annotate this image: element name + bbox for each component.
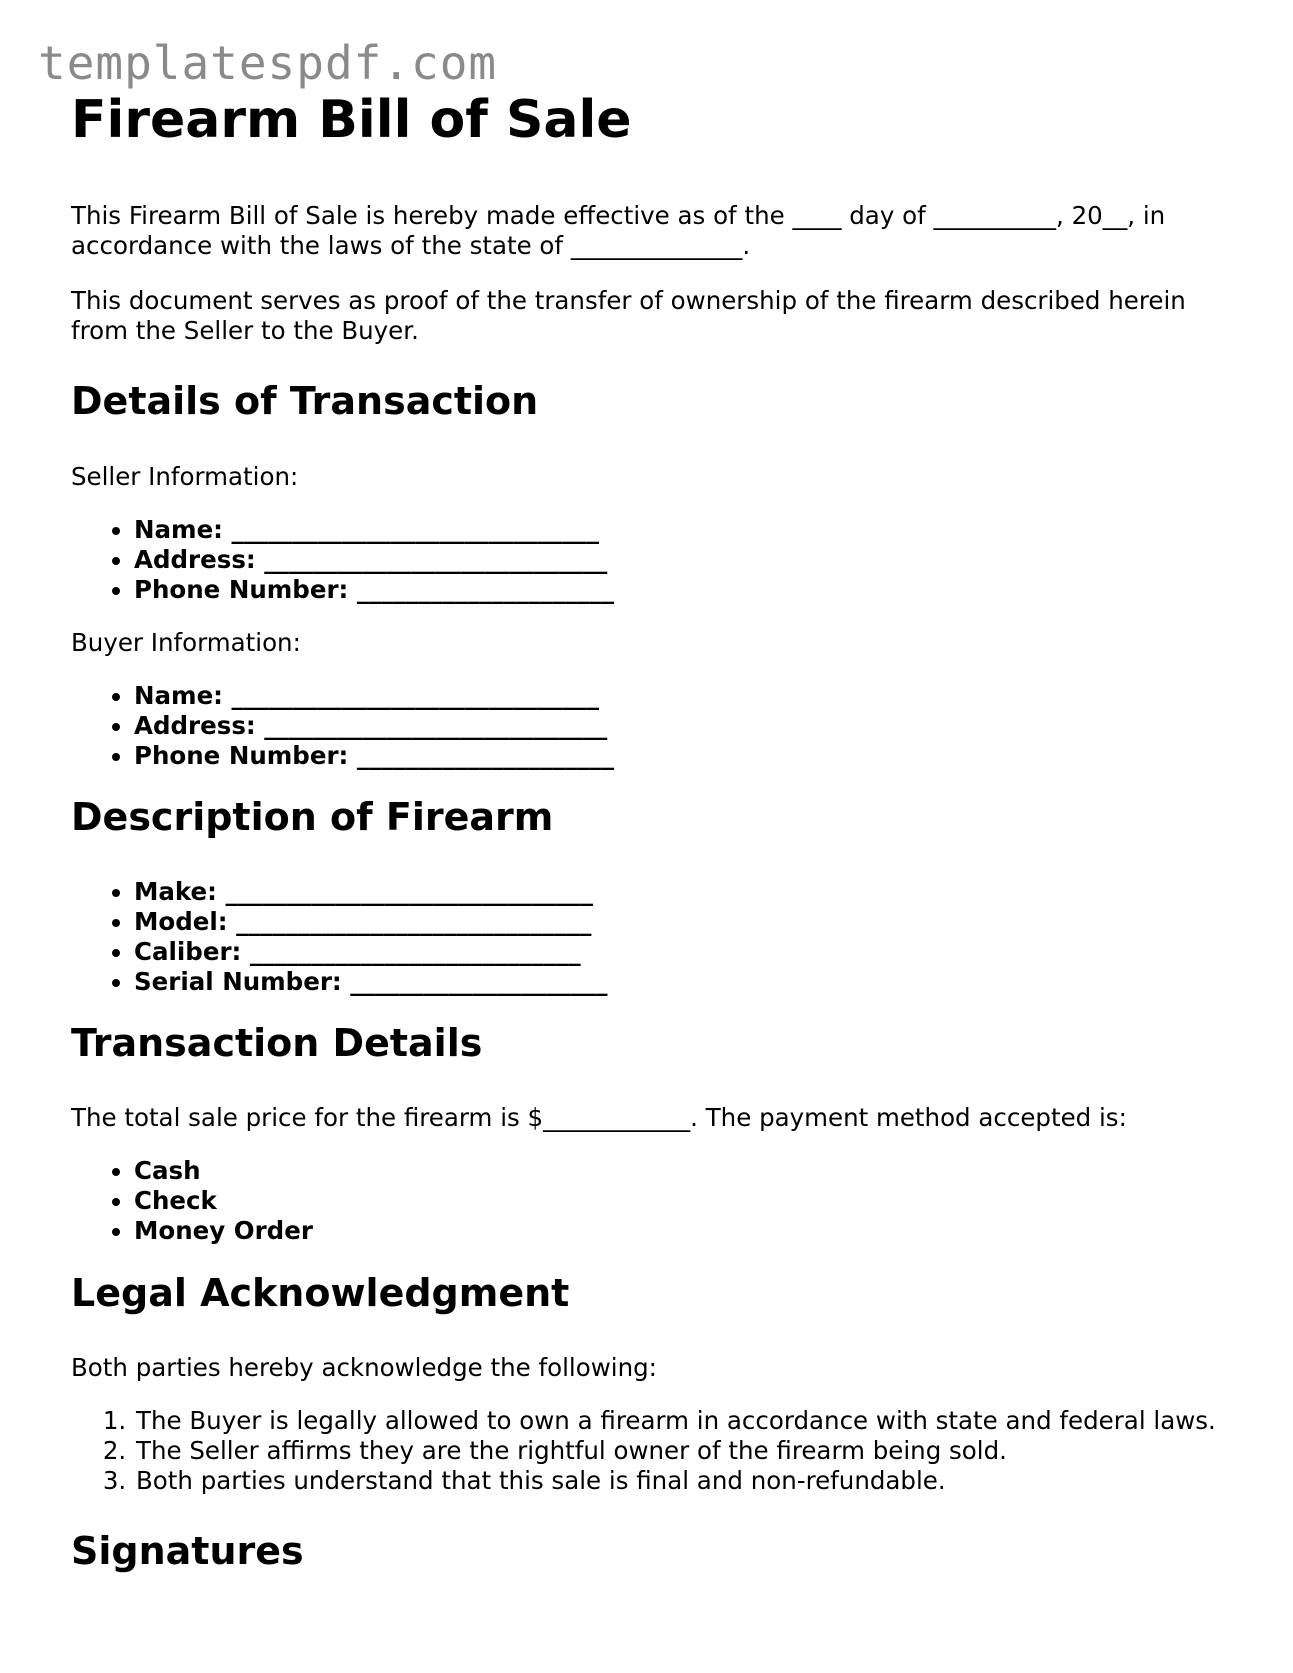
firearm-make-field: • Make: ______________________________ [134,877,1221,907]
buyer-fields-list [71,681,1221,771]
seller-fields-list [71,515,1221,605]
intro-paragraph-effective-date: This Firearm Bill of Sale is hereby made effective as of the ____ day of __________, 20__, in accordance with the laws of the state of ______________. [71,201,1166,260]
section-heading-firearm: Description of Firearm [71,795,554,839]
acknowledgment-list [71,1406,1221,1496]
payment-method-money-order: • Money Order [134,1216,1221,1246]
intro-paragraph-purpose: This document serves as proof of the transfer of ownership of the firearm described herein from the Seller to the Buyer. [71,286,1186,345]
seller-phone-field: • Phone Number: _____________________ [134,575,1221,605]
buyer-address-field: • Address: ____________________________ [134,711,1221,741]
acknowledgment-intro: Both parties hereby acknowledge the following: [71,1353,657,1382]
watermark: templatespdf.com [38,36,498,90]
acknowledgment-item-final-sale: 3. Both parties understand that this sale is final and non-refundable. [134,1466,1221,1496]
section-heading-signatures: Signatures [71,1529,304,1573]
section-heading-transaction: Transaction Details [71,1021,483,1065]
document-page [71,84,1221,1574]
section-heading-legal: Legal Acknowledgment [71,1271,570,1315]
section-heading-details: Details of Transaction [71,379,539,423]
firearm-serial-field: • Serial Number: _____________________ [134,967,1221,997]
firearm-model-field: • Model: _____________________________ [134,907,1221,937]
firearm-caliber-field: • Caliber: ___________________________ [134,937,1221,967]
buyer-name-field: • Name: ______________________________ [134,681,1221,711]
acknowledgment-item-buyer-legal: 1. The Buyer is legally allowed to own a firearm in accordance with state and federal laws. [134,1406,1221,1436]
firearm-fields-list [71,877,1221,997]
payment-method-check: • Check [134,1186,1221,1216]
seller-info-label: Seller Information: [71,462,299,491]
document-title: Firearm Bill of Sale [71,90,632,150]
payment-method-cash: • Cash [134,1156,1221,1186]
buyer-phone-field: • Phone Number: _____________________ [134,741,1221,771]
payment-methods-list [71,1156,1221,1246]
buyer-info-label: Buyer Information: [71,628,301,657]
seller-address-field: • Address: ____________________________ [134,545,1221,575]
sale-price-text: The total sale price for the firearm is $____________. The payment method accepted is: [71,1103,1127,1132]
acknowledgment-item-seller-owner: 2. The Seller affirms they are the rightful owner of the firearm being sold. [134,1436,1221,1466]
seller-name-field: • Name: ______________________________ [134,515,1221,545]
